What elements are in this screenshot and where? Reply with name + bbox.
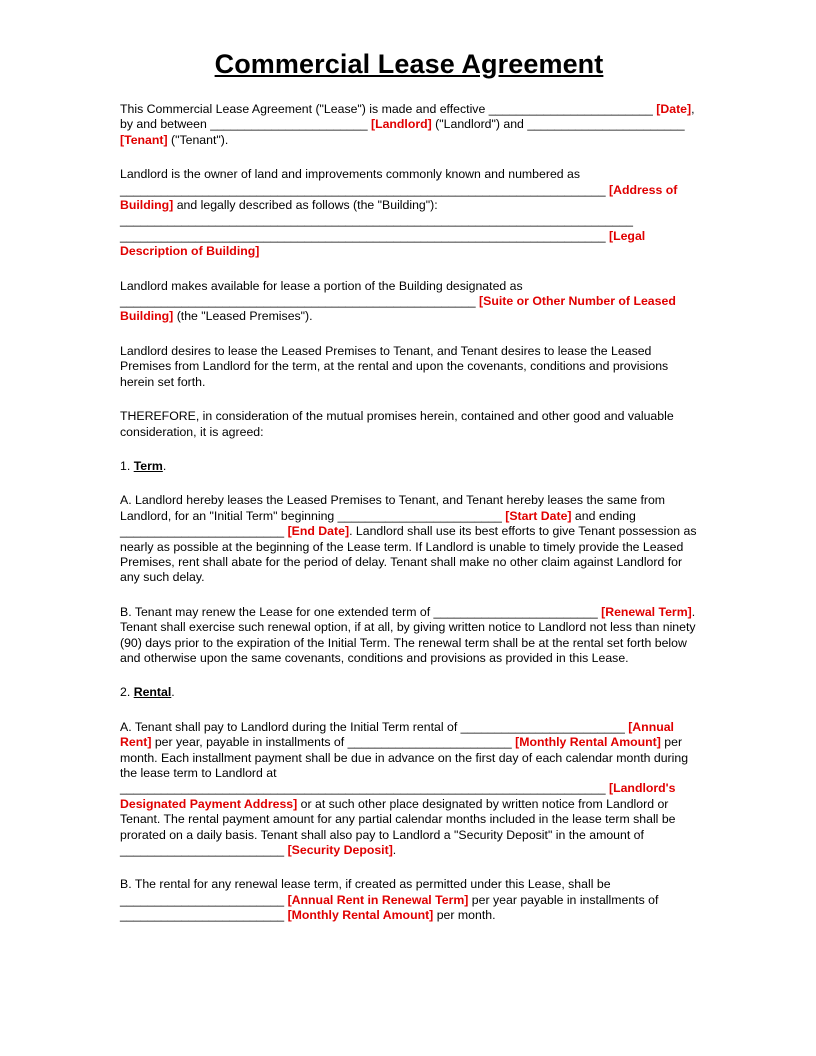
text-run: A. Landlord hereby leases the Leased Premises to Tenant, and Tenant hereby leases the same from Landlord, for an "Initial Term" beginning ________________________ <box>120 493 666 523</box>
paragraph <box>120 344 698 390</box>
text-run: B. The rental for any renewal lease term, if created as permitted under this Lease, shall be ________________________ <box>120 877 611 907</box>
paragraph <box>120 167 698 259</box>
text-run: per year, payable in installments of ________________________ <box>151 735 516 750</box>
text-run: 2. <box>120 685 134 700</box>
paragraph <box>120 409 698 440</box>
placeholder-field: [End Date] <box>287 524 350 539</box>
paragraph <box>120 605 698 667</box>
text-run: Landlord desires to lease the Leased Premises to Tenant, and Tenant desires to lease the Leased Premises from Landlord for the term, at the rental and upon the covenants, conditions and provisions herein set forth. <box>120 343 669 389</box>
paragraph <box>120 279 698 325</box>
placeholder-field: [Landlord] <box>370 117 432 132</box>
section-heading: Rental <box>133 685 172 700</box>
document-body <box>120 102 698 924</box>
paragraph <box>120 493 698 585</box>
text-run: B. Tenant may renew the Lease for one extended term of ________________________ <box>120 604 602 619</box>
placeholder-field: [Renewal Term] <box>601 604 692 619</box>
text-run: . Tenant shall exercise such renewal option, if at all, by giving written notice to Landlord not less than ninety (90) days prior to the expiration of the Initial Term. The renewal term shall be at the rental set forth below and otherwise upon the same covenants, conditions and provisions as provided in this Lease. <box>120 604 696 665</box>
text-run: ("Tenant"). <box>167 132 229 147</box>
text-run: Landlord makes available for lease a portion of the Building designated as ____________________________________________________ <box>120 278 523 309</box>
text-run: (the "Leased Premises"). <box>173 309 313 324</box>
text-run: This Commercial Lease Agreement ("Lease") is made and effective ________________________ <box>120 102 657 116</box>
paragraph <box>120 720 698 859</box>
placeholder-field: [Tenant] <box>120 132 168 147</box>
text-run: . Landlord shall use its best efforts to give Tenant possession as nearly as possible at the beginning of the Lease term. If Landlord is unable to timely provide the Leased Premises, rent shall abate for the period of delay. Tenant shall make no other claim against Landlord for any such delay. <box>120 524 697 585</box>
text-run: . <box>171 685 175 700</box>
placeholder-field: [Start Date] <box>505 508 572 523</box>
text-run: and legally described as follows (the "Building"): ___________________________________________________________________________ _______________________________________________________________________ <box>120 198 633 243</box>
paragraph <box>120 685 698 700</box>
placeholder-field: [Monthly Rental Amount] <box>515 735 661 750</box>
placeholder-field: [Legal Description of Building] <box>120 228 646 259</box>
text-run: A. Tenant shall pay to Landlord during the Initial Term rental of ________________________ <box>120 719 629 734</box>
placeholder-field: [Annual Rent] <box>120 719 674 750</box>
placeholder-field: [Date] <box>656 102 692 116</box>
placeholder-field: [Landlord's Designated Payment Address] <box>120 781 676 811</box>
text-run: Landlord is the owner of land and improvements commonly known and numbered as _______________________________________________________________________ <box>120 167 609 197</box>
text-run: or at such other place designated by written notice from Landlord or Tenant. The rental payment amount for any partial calendar months included in the lease term shall be prorated on a daily basis. Tenant shall also pay to Landlord a "Security Deposit" in the amount of ________________________ <box>120 796 676 858</box>
placeholder-field: [Address of Building] <box>120 182 678 213</box>
placeholder-field: [Monthly Rental Amount] <box>287 908 434 923</box>
text-run: , by and between _______________________ <box>120 102 695 132</box>
text-run: 1. <box>120 458 134 473</box>
text-run: . <box>162 458 167 473</box>
lease-document <box>120 48 698 943</box>
document-title: Commercial Lease Agreement <box>214 49 604 79</box>
text-run: THEREFORE, in consideration of the mutual promises herein, contained and other good and valuable consideration, it is agreed: <box>120 409 674 439</box>
text-run: and ending ________________________ <box>120 508 636 539</box>
text-run: ("Landlord") and _______________________ <box>431 117 685 132</box>
text-run: per month. <box>433 908 496 923</box>
section-heading: Term <box>133 458 163 473</box>
placeholder-field: [Security Deposit] <box>287 843 393 858</box>
text-run: per month. Each installment payment shall be due in advance on the first day of each calendar month during the lease term to Landlord at _______________________________________________________________________ <box>120 735 689 796</box>
paragraph <box>120 102 698 148</box>
paragraph <box>120 877 698 923</box>
text-run: per year payable in installments of ________________________ <box>120 892 659 923</box>
text-run: . <box>392 843 397 858</box>
placeholder-field: [Suite or Other Number of Leased Building] <box>120 294 676 324</box>
placeholder-field: [Annual Rent in Renewal Term] <box>287 892 469 907</box>
paragraph <box>120 459 698 474</box>
